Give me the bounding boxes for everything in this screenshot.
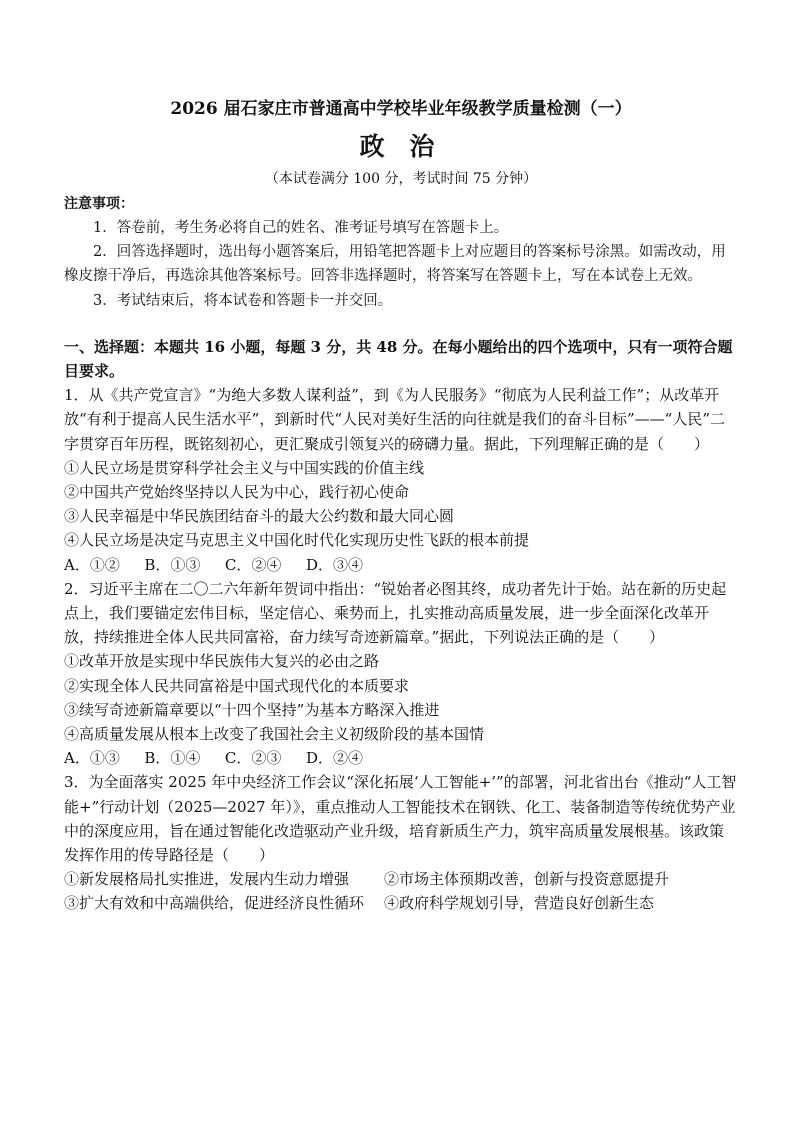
section-heading: 一、选择题：本题共 16 小题，每题 3 分，共 48 分。在每小题给出的四个选项中，只有一项符合题目要求。 xyxy=(64,337,733,381)
notice-item: 3．考试结束后，将本试卷和答题卡一并交回。 xyxy=(93,292,393,309)
question-stem: 3．为全面落实 2025 年中央经济工作会议“深化拓展‘人工智能+’”的部署，河北省出台《推动“人工智能+”行动计划（2025—2027 年）》，重点推动人工智能技术在钢铁、化工、装备制造等传统优势产业中的深度应用，旨在通过智能化改造驱动产业升级，培育新质生产力，筑牢高质量发展根基。该政策发挥作用的传导路径是（ ） xyxy=(64,773,737,865)
option-row xyxy=(64,891,738,915)
answer-choices: A．①② B．①③ C．②④ D．③④ xyxy=(64,555,363,574)
question-option: ③续写奇迹新篇章要以“十四个坚持”为基本方略深入推进 xyxy=(64,700,440,719)
option-row xyxy=(64,867,738,891)
exam-title: 2026 届石家庄市普通高中学校毕业年级教学质量检测（一） xyxy=(170,99,632,119)
question-3 xyxy=(64,770,738,915)
question-option: ④人民立场是决定马克思主义中国化时代化实现历史性飞跃的根本前提 xyxy=(64,531,530,550)
score-time-note: （本试卷满分 100 分，考试时间 75 分钟） xyxy=(264,171,538,187)
question-option: ②实现全体人民共同富裕是中国式现代化的本质要求 xyxy=(64,676,410,695)
question-option: ①人民立场是贯穿科学社会主义与中国实践的价值主线 xyxy=(64,458,425,477)
notice-heading: 注意事项： xyxy=(64,196,134,212)
question-option: ④政府科学规划引导，营造良好创新生态 xyxy=(384,894,655,913)
notice-block xyxy=(64,192,738,313)
question-stem: 2．习近平主席在二〇二六年新年贺词中指出：“锐始者必图其终，成功者先计于始。站在新的历史起点上，我们要锚定宏伟目标，坚定信心、乘势而上，扎实推动高质量发展，进一步全面深化改革开放，持续推进全体人民共同富裕，奋力续写奇迹新篇章。”据此，下列说法正确的是（ ） xyxy=(64,579,727,647)
question-2 xyxy=(64,577,738,771)
question-1 xyxy=(64,383,738,577)
notice-item: 2．回答选择题时，选出每小题答案后，用铅笔把答题卡上对应题目的答案标号涂黑。如需改动，用橡皮擦干净后，再选涂其他答案标号。回答非选择题时，将答案写在答题卡上，写在本试卷上无效。 xyxy=(64,244,726,285)
question-stem: 1．从《共产党宣言》“为绝大多数人谋利益”，到《为人民服务》“彻底为人民利益工作”；从改革开放“有利于提高人民生活水平”，到新时代“人民对美好生活的向往就是我们的奋斗目标”——“人民”二字贯穿百年历程，既铭刻初心，更汇聚成引领复兴的磅礴力量。据此，下列理解正确的是（ ） xyxy=(64,386,726,453)
question-option: ④高质量发展从根本上改变了我国社会主义初级阶段的基本国情 xyxy=(64,725,485,744)
answer-choices: A．①③ B．①④ C．②③ D．②④ xyxy=(64,749,363,768)
question-option: ②市场主体预期改善，创新与投资意愿提升 xyxy=(384,870,670,889)
subject-title: 政 治 xyxy=(359,132,443,161)
notice-item: 1．答卷前，考生务必将自己的姓名、准考证号填写在答题卡上。 xyxy=(93,220,509,236)
question-option: ③人民幸福是中华民族团结奋斗的最大公约数和最大同心圆 xyxy=(64,507,455,526)
question-option: ②中国共产党始终坚持以人民为中心，践行初心使命 xyxy=(64,483,410,502)
question-option: ①改革开放是实现中华民族伟大复兴的必由之路 xyxy=(64,652,380,671)
question-option: ③扩大有效和中高端供给，促进经济良性循环 xyxy=(64,894,365,913)
question-option: ①新发展格局扎实推进，发展内生动力增强 xyxy=(64,870,350,889)
